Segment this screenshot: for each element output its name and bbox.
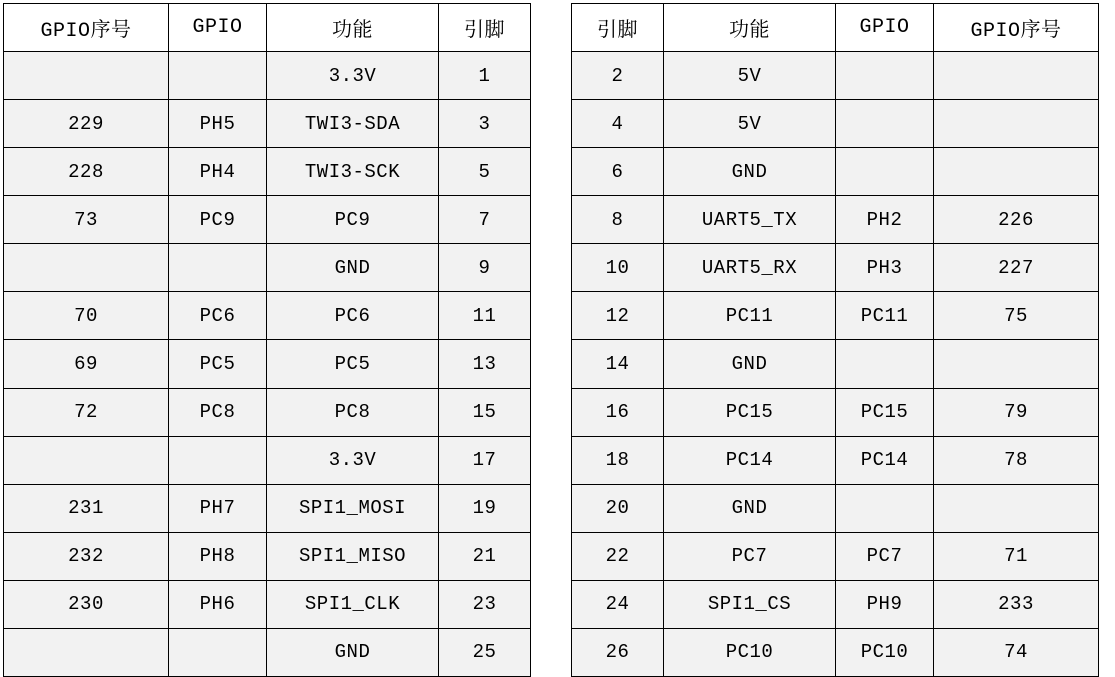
gpio-table-left-body <box>4 4 531 677</box>
cell-pin: 19 <box>439 484 531 532</box>
column-header-gpio-index: GPIO序号 <box>4 4 169 52</box>
cell-pin: 21 <box>439 532 531 580</box>
cell-pin: 16 <box>572 388 664 436</box>
table-row <box>572 532 1099 580</box>
cell-gpio <box>836 340 934 388</box>
gpio-table-right-body <box>572 4 1099 677</box>
cell-pin: 24 <box>572 580 664 628</box>
table-header-row <box>572 4 1099 52</box>
cell-function: GND <box>664 148 836 196</box>
cell-gpio: PC8 <box>169 388 267 436</box>
cell-gpio-index: 228 <box>4 148 169 196</box>
cell-pin: 11 <box>439 292 531 340</box>
cell-function: PC7 <box>664 532 836 580</box>
cell-gpio-index: 231 <box>4 484 169 532</box>
cell-pin: 14 <box>572 340 664 388</box>
table-row <box>572 340 1099 388</box>
table-row <box>572 244 1099 292</box>
cell-gpio: PC14 <box>836 436 934 484</box>
cell-pin: 10 <box>572 244 664 292</box>
cell-function: GND <box>664 484 836 532</box>
column-header-gpio: GPIO <box>836 4 934 52</box>
table-row <box>4 196 531 244</box>
table-row <box>572 292 1099 340</box>
cell-gpio-index <box>934 340 1099 388</box>
table-row <box>4 436 531 484</box>
cell-gpio: PH7 <box>169 484 267 532</box>
cell-gpio <box>836 484 934 532</box>
cell-pin: 1 <box>439 52 531 100</box>
cell-function: PC6 <box>267 292 439 340</box>
cell-gpio: PH8 <box>169 532 267 580</box>
cell-gpio-index: 226 <box>934 196 1099 244</box>
cell-gpio: PC10 <box>836 628 934 676</box>
table-row <box>572 388 1099 436</box>
cell-pin: 13 <box>439 340 531 388</box>
cell-pin: 23 <box>439 580 531 628</box>
table-row <box>4 628 531 676</box>
cell-function: 3.3V <box>267 52 439 100</box>
cell-gpio <box>836 148 934 196</box>
cell-gpio-index <box>4 436 169 484</box>
cell-function: TWI3-SCK <box>267 148 439 196</box>
cell-function: PC8 <box>267 388 439 436</box>
cell-gpio: PC15 <box>836 388 934 436</box>
table-row <box>4 340 531 388</box>
cell-gpio-index: 79 <box>934 388 1099 436</box>
cell-pin: 9 <box>439 244 531 292</box>
cell-function: PC5 <box>267 340 439 388</box>
cell-gpio <box>169 52 267 100</box>
cell-gpio-index <box>934 52 1099 100</box>
cell-function: GND <box>267 628 439 676</box>
table-row <box>4 484 531 532</box>
cell-gpio: PH9 <box>836 580 934 628</box>
cell-pin: 5 <box>439 148 531 196</box>
cell-gpio: PH2 <box>836 196 934 244</box>
cell-pin: 18 <box>572 436 664 484</box>
cell-pin: 7 <box>439 196 531 244</box>
cell-gpio: PC5 <box>169 340 267 388</box>
table-row <box>572 196 1099 244</box>
table-row <box>4 580 531 628</box>
table-row <box>4 100 531 148</box>
cell-function: PC15 <box>664 388 836 436</box>
cell-gpio <box>169 628 267 676</box>
cell-pin: 3 <box>439 100 531 148</box>
table-row <box>572 100 1099 148</box>
cell-gpio-index <box>934 484 1099 532</box>
column-header-function: 功能 <box>664 4 836 52</box>
cell-gpio-index: 230 <box>4 580 169 628</box>
cell-pin: 25 <box>439 628 531 676</box>
cell-gpio: PH6 <box>169 580 267 628</box>
cell-gpio-index: 78 <box>934 436 1099 484</box>
table-row <box>572 148 1099 196</box>
cell-function: SPI1_MOSI <box>267 484 439 532</box>
cell-pin: 17 <box>439 436 531 484</box>
cell-pin: 6 <box>572 148 664 196</box>
table-row <box>4 244 531 292</box>
cell-gpio-index: 73 <box>4 196 169 244</box>
cell-function: PC9 <box>267 196 439 244</box>
cell-function: SPI1_CS <box>664 580 836 628</box>
cell-gpio: PC11 <box>836 292 934 340</box>
table-row <box>572 436 1099 484</box>
cell-function: GND <box>664 340 836 388</box>
cell-function: 3.3V <box>267 436 439 484</box>
cell-function: PC10 <box>664 628 836 676</box>
cell-pin: 20 <box>572 484 664 532</box>
column-header-pin: 引脚 <box>572 4 664 52</box>
column-header-gpio: GPIO <box>169 4 267 52</box>
column-header-pin: 引脚 <box>439 4 531 52</box>
cell-pin: 22 <box>572 532 664 580</box>
table-row <box>572 580 1099 628</box>
cell-pin: 15 <box>439 388 531 436</box>
cell-gpio-index <box>4 52 169 100</box>
cell-gpio: PC9 <box>169 196 267 244</box>
cell-gpio: PH5 <box>169 100 267 148</box>
cell-gpio: PC7 <box>836 532 934 580</box>
table-row <box>4 148 531 196</box>
table-row <box>4 292 531 340</box>
table-row <box>4 388 531 436</box>
cell-gpio <box>836 100 934 148</box>
cell-function: 5V <box>664 100 836 148</box>
table-row <box>4 52 531 100</box>
cell-gpio-index: 71 <box>934 532 1099 580</box>
column-header-gpio-index: GPIO序号 <box>934 4 1099 52</box>
cell-gpio: PH4 <box>169 148 267 196</box>
cell-pin: 26 <box>572 628 664 676</box>
cell-gpio <box>169 436 267 484</box>
cell-pin: 4 <box>572 100 664 148</box>
gpio-table-left <box>3 3 531 677</box>
cell-gpio <box>169 244 267 292</box>
cell-pin: 12 <box>572 292 664 340</box>
cell-gpio-index: 227 <box>934 244 1099 292</box>
cell-gpio-index: 232 <box>4 532 169 580</box>
table-row <box>572 628 1099 676</box>
cell-gpio-index: 72 <box>4 388 169 436</box>
cell-gpio <box>836 52 934 100</box>
cell-gpio-index: 74 <box>934 628 1099 676</box>
cell-function: TWI3-SDA <box>267 100 439 148</box>
cell-function: GND <box>267 244 439 292</box>
cell-gpio-index: 69 <box>4 340 169 388</box>
cell-gpio-index: 70 <box>4 292 169 340</box>
table-row <box>572 484 1099 532</box>
cell-function: 5V <box>664 52 836 100</box>
cell-gpio: PH3 <box>836 244 934 292</box>
column-header-function: 功能 <box>267 4 439 52</box>
table-header-row <box>4 4 531 52</box>
cell-function: PC11 <box>664 292 836 340</box>
cell-pin: 2 <box>572 52 664 100</box>
cell-pin: 8 <box>572 196 664 244</box>
cell-gpio-index <box>4 244 169 292</box>
cell-gpio-index: 233 <box>934 580 1099 628</box>
cell-gpio-index <box>4 628 169 676</box>
cell-function: SPI1_MISO <box>267 532 439 580</box>
cell-gpio-index: 229 <box>4 100 169 148</box>
cell-gpio-index <box>934 100 1099 148</box>
cell-gpio-index <box>934 148 1099 196</box>
cell-function: PC14 <box>664 436 836 484</box>
table-row <box>4 532 531 580</box>
gpio-table-right <box>571 3 1099 677</box>
cell-gpio: PC6 <box>169 292 267 340</box>
cell-function: SPI1_CLK <box>267 580 439 628</box>
table-row <box>572 52 1099 100</box>
cell-gpio-index: 75 <box>934 292 1099 340</box>
cell-function: UART5_TX <box>664 196 836 244</box>
cell-function: UART5_RX <box>664 244 836 292</box>
